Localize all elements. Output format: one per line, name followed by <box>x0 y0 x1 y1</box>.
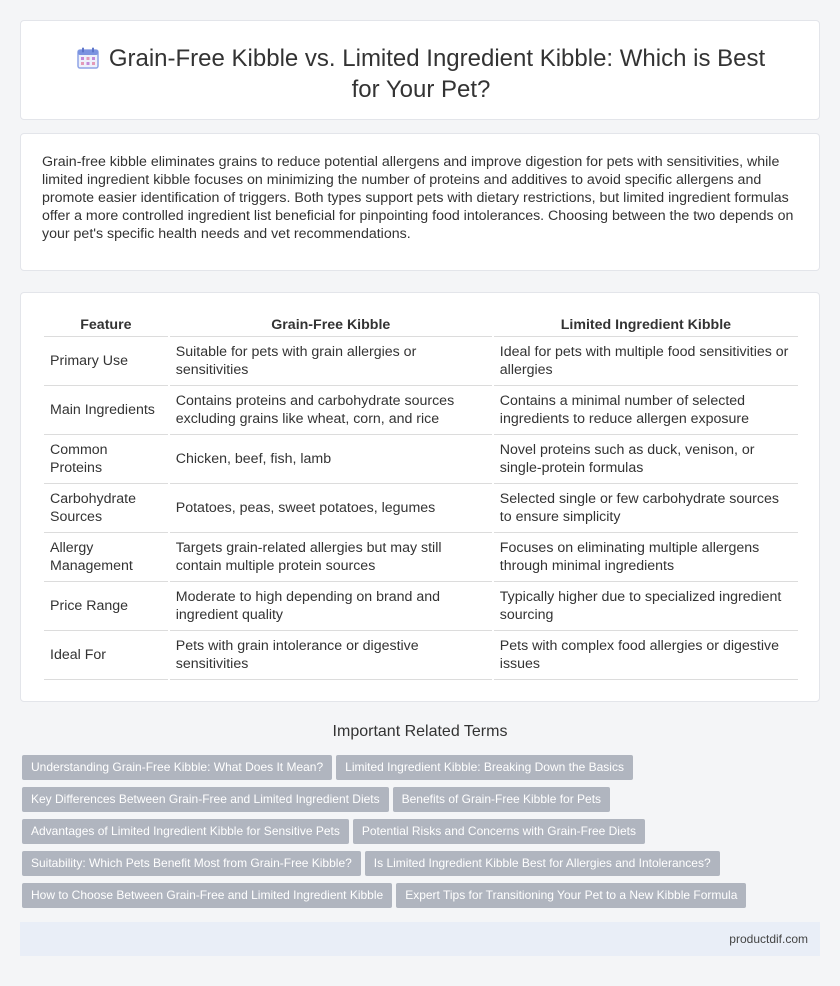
page-title: Grain-Free Kibble vs. Limited Ingredient Kibble: Which is Best for Your Pet? <box>108 45 766 103</box>
row-feature: Main Ingredients <box>44 386 168 435</box>
row-limited-ingredient: Pets with complex food allergies or digestive issues <box>494 631 798 680</box>
row-limited-ingredient: Contains a minimal number of selected ingredients to reduce allergen exposure <box>494 386 798 435</box>
related-term-link[interactable]: Is Limited Ingredient Kibble Best for Allergies and Intolerances? <box>365 851 720 876</box>
row-limited-ingredient: Ideal for pets with multiple food sensitivities or allergies <box>494 337 798 386</box>
header-limited-ingredient: Limited Ingredient Kibble <box>494 315 798 337</box>
intro-paragraph: Grain-free kibble eliminates grains to reduce potential allergens and improve digestion for pets with sensitivities, while limited ingredient kibble focuses on minimizing the number of proteins and additives to avoid specific allergens and promote easier identification of triggers. Both types support pets with dietary restrictions, but limited ingredient formulas offer a more controlled ingredient list beneficial for pinpointing food intolerances. Choosing between the two depends on your pet's specific health needs and vet recommendations. <box>42 154 794 242</box>
row-grain-free: Chicken, beef, fish, lamb <box>170 435 492 484</box>
related-term-link[interactable]: Understanding Grain-Free Kibble: What Does It Mean? <box>22 755 332 780</box>
footer <box>20 922 820 956</box>
table-row <box>44 337 798 386</box>
intro-card <box>20 133 820 271</box>
header-grain-free: Grain-Free Kibble <box>170 315 492 337</box>
site-name[interactable]: productdif.com <box>729 932 808 946</box>
row-limited-ingredient: Selected single or few carbohydrate sources to ensure simplicity <box>494 484 798 533</box>
table-row <box>44 631 798 680</box>
table-row <box>44 484 798 533</box>
table-row <box>44 533 798 582</box>
comparison-card <box>20 292 820 702</box>
row-feature: Ideal For <box>44 631 168 680</box>
header-card <box>20 20 820 120</box>
row-grain-free: Moderate to high depending on brand and ingredient quality <box>170 582 492 631</box>
row-feature: Carbohydrate Sources <box>44 484 168 533</box>
tag-row <box>22 851 822 883</box>
related-terms-title: Important Related Terms <box>332 723 508 740</box>
related-term-link[interactable]: Suitability: Which Pets Benefit Most from Grain-Free Kibble? <box>22 851 361 876</box>
related-term-link[interactable]: Key Differences Between Grain-Free and Limited Ingredient Diets <box>22 787 389 812</box>
row-limited-ingredient: Novel proteins such as duck, venison, or single-protein formulas <box>494 435 798 484</box>
calendar-icon <box>77 47 99 69</box>
tag-row <box>22 755 822 787</box>
related-term-link[interactable]: Potential Risks and Concerns with Grain-Free Diets <box>353 819 645 844</box>
table-row <box>44 582 798 631</box>
related-term-link[interactable]: Limited Ingredient Kibble: Breaking Down the Basics <box>336 755 633 780</box>
related-term-link[interactable]: How to Choose Between Grain-Free and Limited Ingredient Kibble <box>22 883 392 908</box>
row-grain-free: Contains proteins and carbohydrate sources excluding grains like wheat, corn, and rice <box>170 386 492 435</box>
table-row <box>44 386 798 435</box>
row-feature: Price Range <box>44 582 168 631</box>
table-row <box>44 435 798 484</box>
page-title-wrap <box>21 43 821 105</box>
row-feature: Common Proteins <box>44 435 168 484</box>
row-grain-free: Suitable for pets with grain allergies or sensitivities <box>170 337 492 386</box>
table-header-row <box>44 315 798 337</box>
row-feature: Primary Use <box>44 337 168 386</box>
header-feature: Feature <box>44 315 168 337</box>
row-limited-ingredient: Typically higher due to specialized ingredient sourcing <box>494 582 798 631</box>
row-limited-ingredient: Focuses on eliminating multiple allergens through minimal ingredients <box>494 533 798 582</box>
row-feature: Allergy Management <box>44 533 168 582</box>
related-terms-list <box>22 755 822 915</box>
related-term-link[interactable]: Benefits of Grain-Free Kibble for Pets <box>393 787 610 812</box>
related-term-link[interactable]: Advantages of Limited Ingredient Kibble for Sensitive Pets <box>22 819 349 844</box>
tag-row <box>22 819 822 851</box>
tag-row <box>22 883 822 915</box>
tag-row <box>22 787 822 819</box>
comparison-table <box>42 315 800 680</box>
row-grain-free: Pets with grain intolerance or digestive sensitivities <box>170 631 492 680</box>
related-term-link[interactable]: Expert Tips for Transitioning Your Pet to a New Kibble Formula <box>396 883 746 908</box>
row-grain-free: Targets grain-related allergies but may still contain multiple protein sources <box>170 533 492 582</box>
row-grain-free: Potatoes, peas, sweet potatoes, legumes <box>170 484 492 533</box>
